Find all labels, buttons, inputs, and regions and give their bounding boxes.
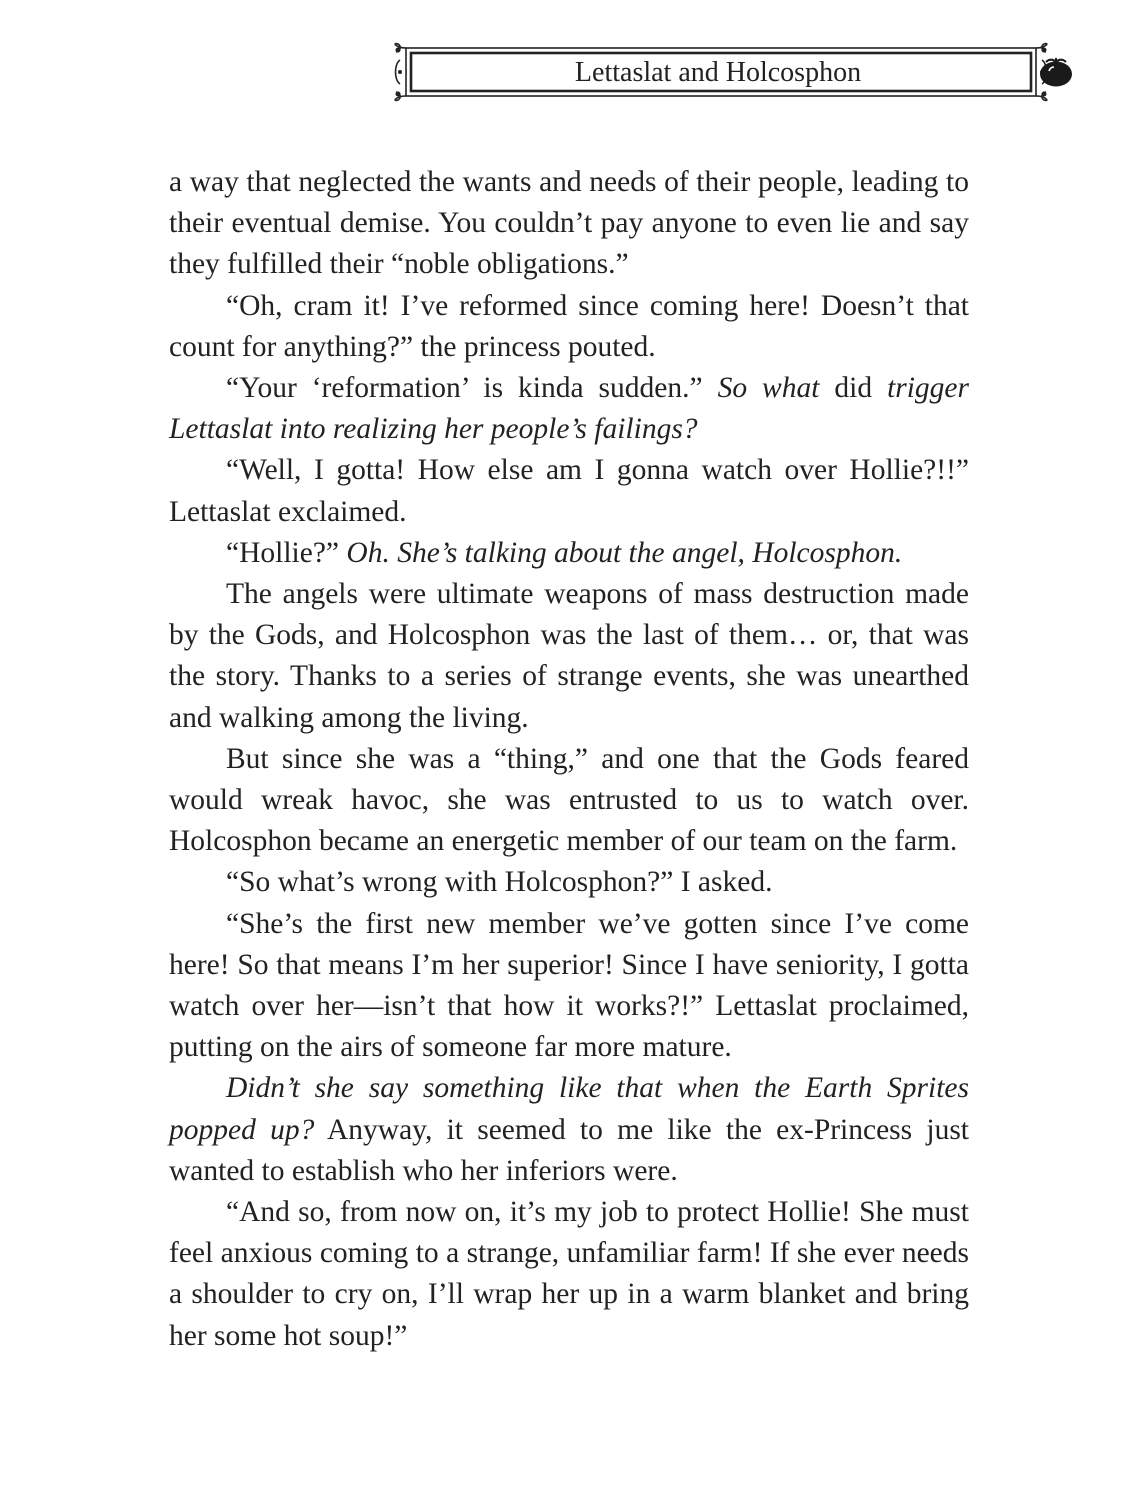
italic-text: So what: [717, 372, 820, 405]
italic-text: trigger Lettaslat into realizing her people’s failings?: [169, 372, 970, 446]
paragraph: [169, 904, 969, 1069]
body-text: [169, 162, 969, 1357]
paragraph-text: “Hollie?”: [226, 536, 347, 569]
italic-text: Oh. She’s talking about the angel, Holcosphon.: [346, 536, 903, 569]
paragraph-text: “Your ‘reformation’ is kinda sudden.”: [226, 372, 718, 405]
paragraph: [169, 286, 969, 368]
paragraph-text: did: [819, 372, 888, 405]
paragraph-text: “Well, I gotta! How else am I gonna watch over Hollie?!!” Lettaslat exclaimed.: [169, 454, 969, 528]
paragraph-text: “So what’s wrong with Holcosphon?” I asked.: [226, 866, 773, 899]
paragraph-text: The angels were ultimate weapons of mass destruction made by the Gods, and Holcosphon was the last of them… or, that was the story. Thanks to a series of strange events, she was unearthed and walking among the living.: [169, 578, 969, 734]
paragraph-text: a way that neglected the wants and needs of their people, leading to their eventual demise. You couldn’t pay anyone to even lie and say they fulfilled their “noble obligations.”: [169, 166, 969, 281]
paragraph: [169, 533, 969, 574]
paragraph: [169, 162, 969, 286]
paragraph: [169, 862, 969, 903]
paragraph: [169, 574, 969, 739]
paragraph-text: Anyway, it seemed to me like the ex-Princess just wanted to establish who her inferiors were.: [169, 1113, 970, 1187]
paragraph-text: “She’s the first new member we’ve gotten since I’ve come here! So that means I’m her superior! Since I have seniority, I gotta watch over her—isn’t that how it works?!” Lettaslat proclaimed, putting on the airs of someone far more mature.: [169, 907, 969, 1064]
paragraph-text: “Oh, cram it! I’ve reformed since coming here! Doesn’t that count for anything?” the princess pouted.: [169, 289, 969, 363]
paragraph: [169, 450, 969, 532]
running-header: [388, 42, 1053, 102]
paragraph: [169, 739, 969, 863]
paragraph: [169, 1192, 969, 1357]
paragraph: [169, 368, 969, 450]
italic-text: Didn’t she say something like that when the Earth Sprites popped up?: [169, 1072, 969, 1146]
running-title: Lettaslat and Holcosphon: [574, 57, 862, 88]
paragraph-text: But since she was a “thing,” and one that the Gods feared would wreak havoc, she was entrusted to us to watch over. Holcosphon became an energetic member of our team on the farm.: [169, 742, 969, 858]
paragraph: [169, 1068, 969, 1192]
paragraph-text: “And so, from now on, it’s my job to protect Hollie! She must feel anxious coming to a strange, unfamiliar farm! If she ever needs a shoulder to cry on, I’ll wrap her up in a warm blanket and bring her some hot soup!”: [169, 1196, 969, 1352]
tomato-icon: [1038, 56, 1074, 88]
